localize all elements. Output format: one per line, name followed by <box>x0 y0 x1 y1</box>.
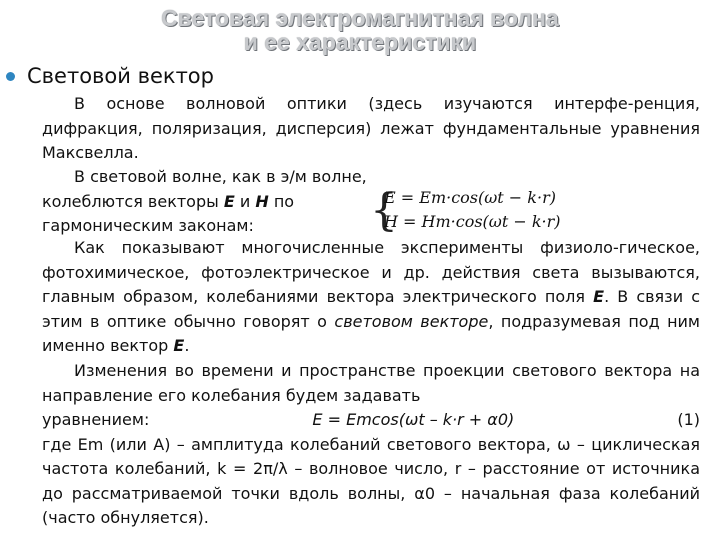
formula-h-row: H = Hm·cos(ωt − k·r) <box>384 212 561 231</box>
slide-title <box>0 6 720 54</box>
bullet-text: Световой вектор <box>27 64 214 88</box>
p3-text-d: . <box>184 336 190 355</box>
p4-text-b: где Em (или A) – амплитуда колебаний светового вектора, ω – циклическая частота колебаний, k = 2π/λ – волновое число, r – расстояние от источника до рассматриваемой точки вдоль волны, α0 – начальная фаза колебаний (часто обнуляется). <box>42 434 700 527</box>
bullet-icon <box>6 72 15 81</box>
equation-number: (1) <box>677 410 700 429</box>
wave-equation: E = Emcos(ωt – k·r + α0) <box>312 410 515 429</box>
p3-text-a: Как показывают многочисленные эксперименты физиоло-гическое, фотохимическое, фотоэлектрическое и др. действия света вызываются, главным образом, колебаниями вектора электрического поля <box>42 238 700 306</box>
paragraph-vectors <box>42 165 372 239</box>
paragraph-maxwell <box>42 92 700 166</box>
vector-h-symbol: H <box>255 191 269 211</box>
bullet-item <box>6 62 214 90</box>
vector-e-symbol: E <box>593 287 605 306</box>
p1-text: В основе волновой оптики (здесь изучаются интерфе-ренция, дифракция, поляризация, дисперсия) лежат фундаментальные уравнения Максвелла. <box>42 94 700 162</box>
light-vector-term: световом векторе <box>334 311 489 331</box>
p3-text-b: . В связи с этим в оптике обычно говорят о <box>42 287 700 331</box>
vector-e-symbol: E <box>173 336 185 355</box>
formula-brace: { <box>370 185 398 236</box>
p2-text-b: и <box>234 191 256 211</box>
title-line-2: и ее характеристики <box>243 29 477 55</box>
title-line-1: Световая электромагнитная волна <box>161 5 559 31</box>
paragraph-wave-equation <box>42 359 700 531</box>
p2-text-c: по гармоническим законам: <box>42 191 295 235</box>
equation-label: уравнением: <box>42 410 150 429</box>
paragraph-light-vector <box>42 236 700 359</box>
p3-text-c: , подразумевая под ним именно вектор <box>42 311 700 355</box>
p4-text-a: Изменения во времени и пространстве проекции светового вектора на направление его колебания будем задавать <box>42 361 700 405</box>
formula-e-row: E = Em·cos(ωt − k·r) <box>384 188 556 207</box>
equation-line <box>42 408 700 433</box>
p2-text-a: В световой волне, как в э/м волне, колеблются векторы <box>42 167 367 211</box>
harmonic-formula-system <box>370 186 570 236</box>
vector-e-symbol: E <box>223 191 235 211</box>
